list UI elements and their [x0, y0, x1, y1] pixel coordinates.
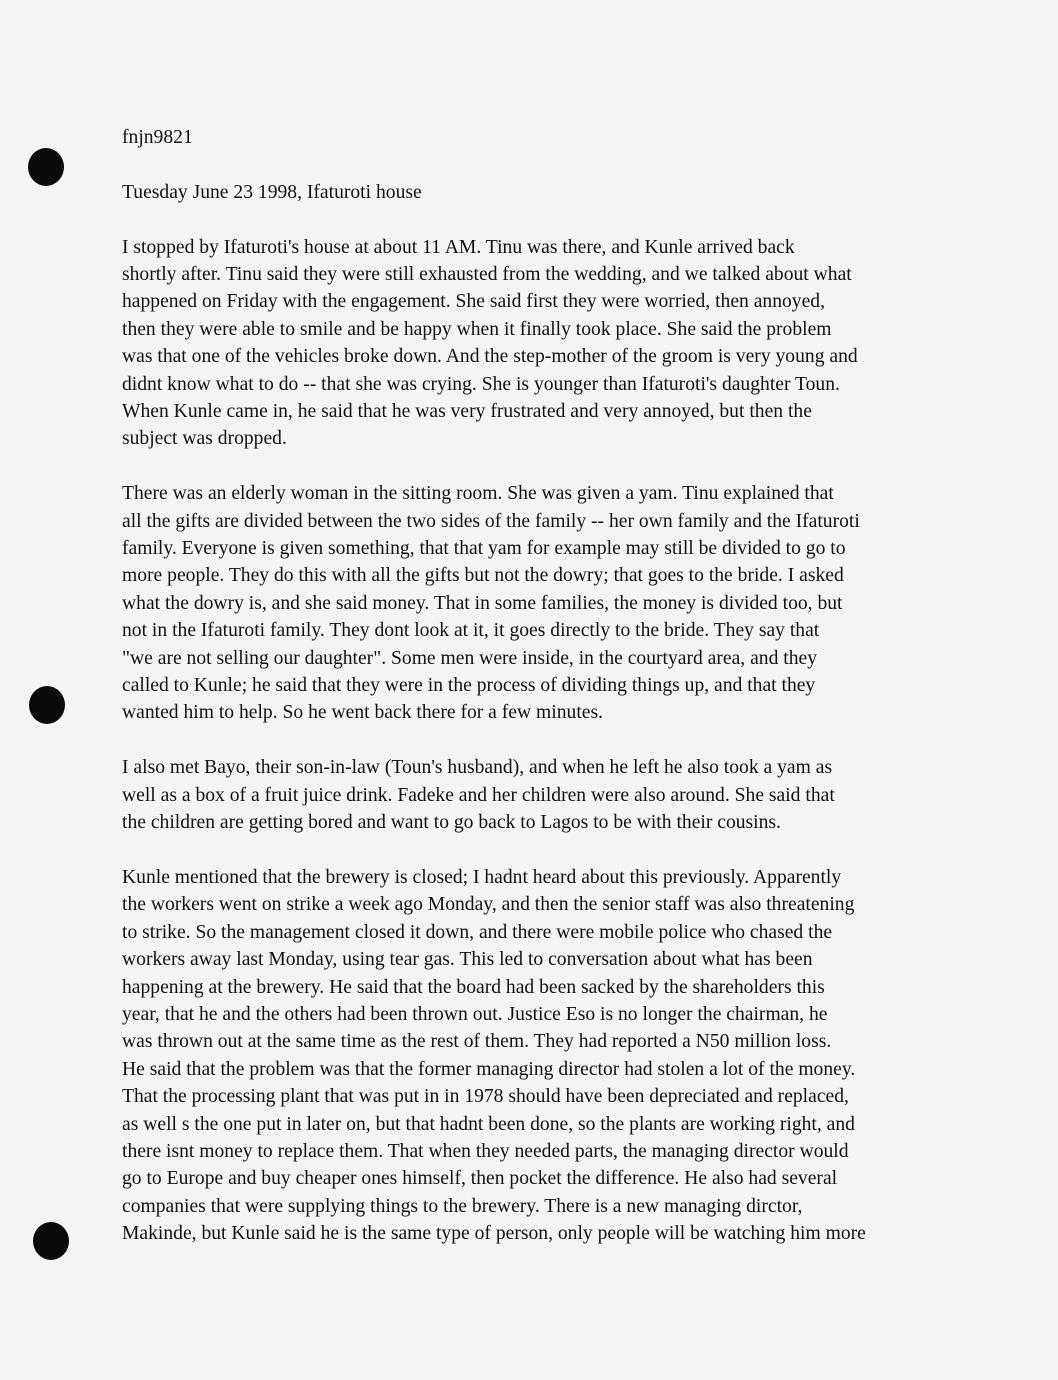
text-line: workers away last Monday, using tear gas. This led to conversation about what has been: [122, 949, 813, 971]
text-line: was that one of the vehicles broke down. And the step-mother of the groom is very young and: [122, 346, 858, 368]
text-line: shortly after. Tinu said they were still exhausted from the wedding, and we talked about what: [122, 264, 852, 285]
punch-hole-bottom: [33, 1222, 69, 1260]
document-heading: Tuesday June 23 1998, Ifaturoti house: [122, 181, 422, 203]
text-line: wanted him to help. So he went back there for a few minutes.: [122, 702, 603, 724]
text-line: then they were able to smile and be happy when it finally took place. She said the problem: [122, 318, 832, 340]
text-line: didnt know what to do -- that she was crying. She is younger than Ifaturoti's daughter Toun.: [122, 373, 840, 395]
document-body: [122, 234, 958, 1248]
text-line: Makinde, but Kunle said he is the same type of person, only people will be watching him more: [122, 1223, 866, 1245]
paragraph-3: [122, 754, 958, 836]
text-line: subject was dropped.: [122, 428, 287, 450]
paragraph-1: [122, 234, 958, 453]
text-line: all the gifts are divided between the two sides of the family -- her own family and the Ifaturoti: [122, 510, 860, 532]
text-line: happening at the brewery. He said that the board had been sacked by the shareholders this: [122, 976, 825, 998]
text-line: was thrown out at the same time as the rest of them. They had reported a N50 million loss.: [122, 1031, 832, 1053]
text-line: "we are not selling our daughter". Some men were inside, in the courtyard area, and they: [122, 647, 818, 669]
text-line: I also met Bayo, their son-in-law (Toun's husband), and when he left he also took a yam as: [122, 757, 833, 779]
text-line: When Kunle came in, he said that he was very frustrated and very annoyed, but then the: [122, 401, 812, 423]
text-line: called to Kunle; he said that they were in the process of dividing things up, and that they: [122, 675, 816, 697]
text-line: family. Everyone is given something, that that yam for example may still be divided to go to: [122, 538, 846, 560]
punch-hole-top: [28, 148, 64, 186]
paragraph-2: [122, 480, 958, 727]
text-line: what the dowry is, and she said money. That in some families, the money is divided too, but: [122, 592, 843, 614]
text-line: I stopped by Ifaturoti's house at about 11 AM. Tinu was there, and Kunle arrived back: [122, 236, 795, 258]
text-line: there isnt money to replace them. That when they needed parts, the managing director would: [122, 1140, 849, 1162]
text-line: Kunle mentioned that the brewery is closed; I hadnt heard about this previously. Apparently: [122, 866, 842, 888]
text-line: happened on Friday with the engagement. She said first they were worried, then annoyed,: [122, 291, 825, 313]
text-line: year, that he and the others had been thrown out. Justice Eso is no longer the chairman, he: [122, 1003, 828, 1025]
text-line: There was an elderly woman in the sitting room. She was given a yam. Tinu explained that: [122, 483, 834, 505]
text-line: the children are getting bored and want to go back to Lagos to be with their cousins.: [122, 812, 781, 834]
text-line: not in the Ifaturoti family. They dont look at it, it goes directly to the bride. They say that: [122, 620, 820, 642]
text-line: as well s the one put in later on, but that hadnt been done, so the plants are working right, and: [122, 1113, 855, 1135]
text-line: He said that the problem was that the former managing director had stolen a lot of the money.: [122, 1058, 856, 1080]
text-line: That the processing plant that was put in in 1978 should have been depreciated and replaced,: [122, 1086, 849, 1108]
text-line: go to Europe and buy cheaper ones himself, then pocket the difference. He also had several: [122, 1168, 838, 1190]
document-id: fnjn9821: [122, 127, 193, 148]
document-text: [122, 124, 958, 1275]
text-line: well as a box of a fruit juice drink. Fadeke and her children were also around. She said that: [122, 784, 835, 806]
text-line: to strike. So the management closed it down, and there were mobile police who chased the: [122, 921, 833, 943]
punch-hole-middle: [29, 686, 65, 724]
text-line: more people. They do this with all the gifts but not the dowry; that goes to the bride. I asked: [122, 565, 844, 587]
paragraph-4: [122, 864, 958, 1248]
text-line: the workers went on strike a week ago Monday, and then the senior staff was also threatening: [122, 894, 855, 916]
text-line: companies that were supplying things to the brewery. There is a new managing dirctor,: [122, 1195, 803, 1217]
